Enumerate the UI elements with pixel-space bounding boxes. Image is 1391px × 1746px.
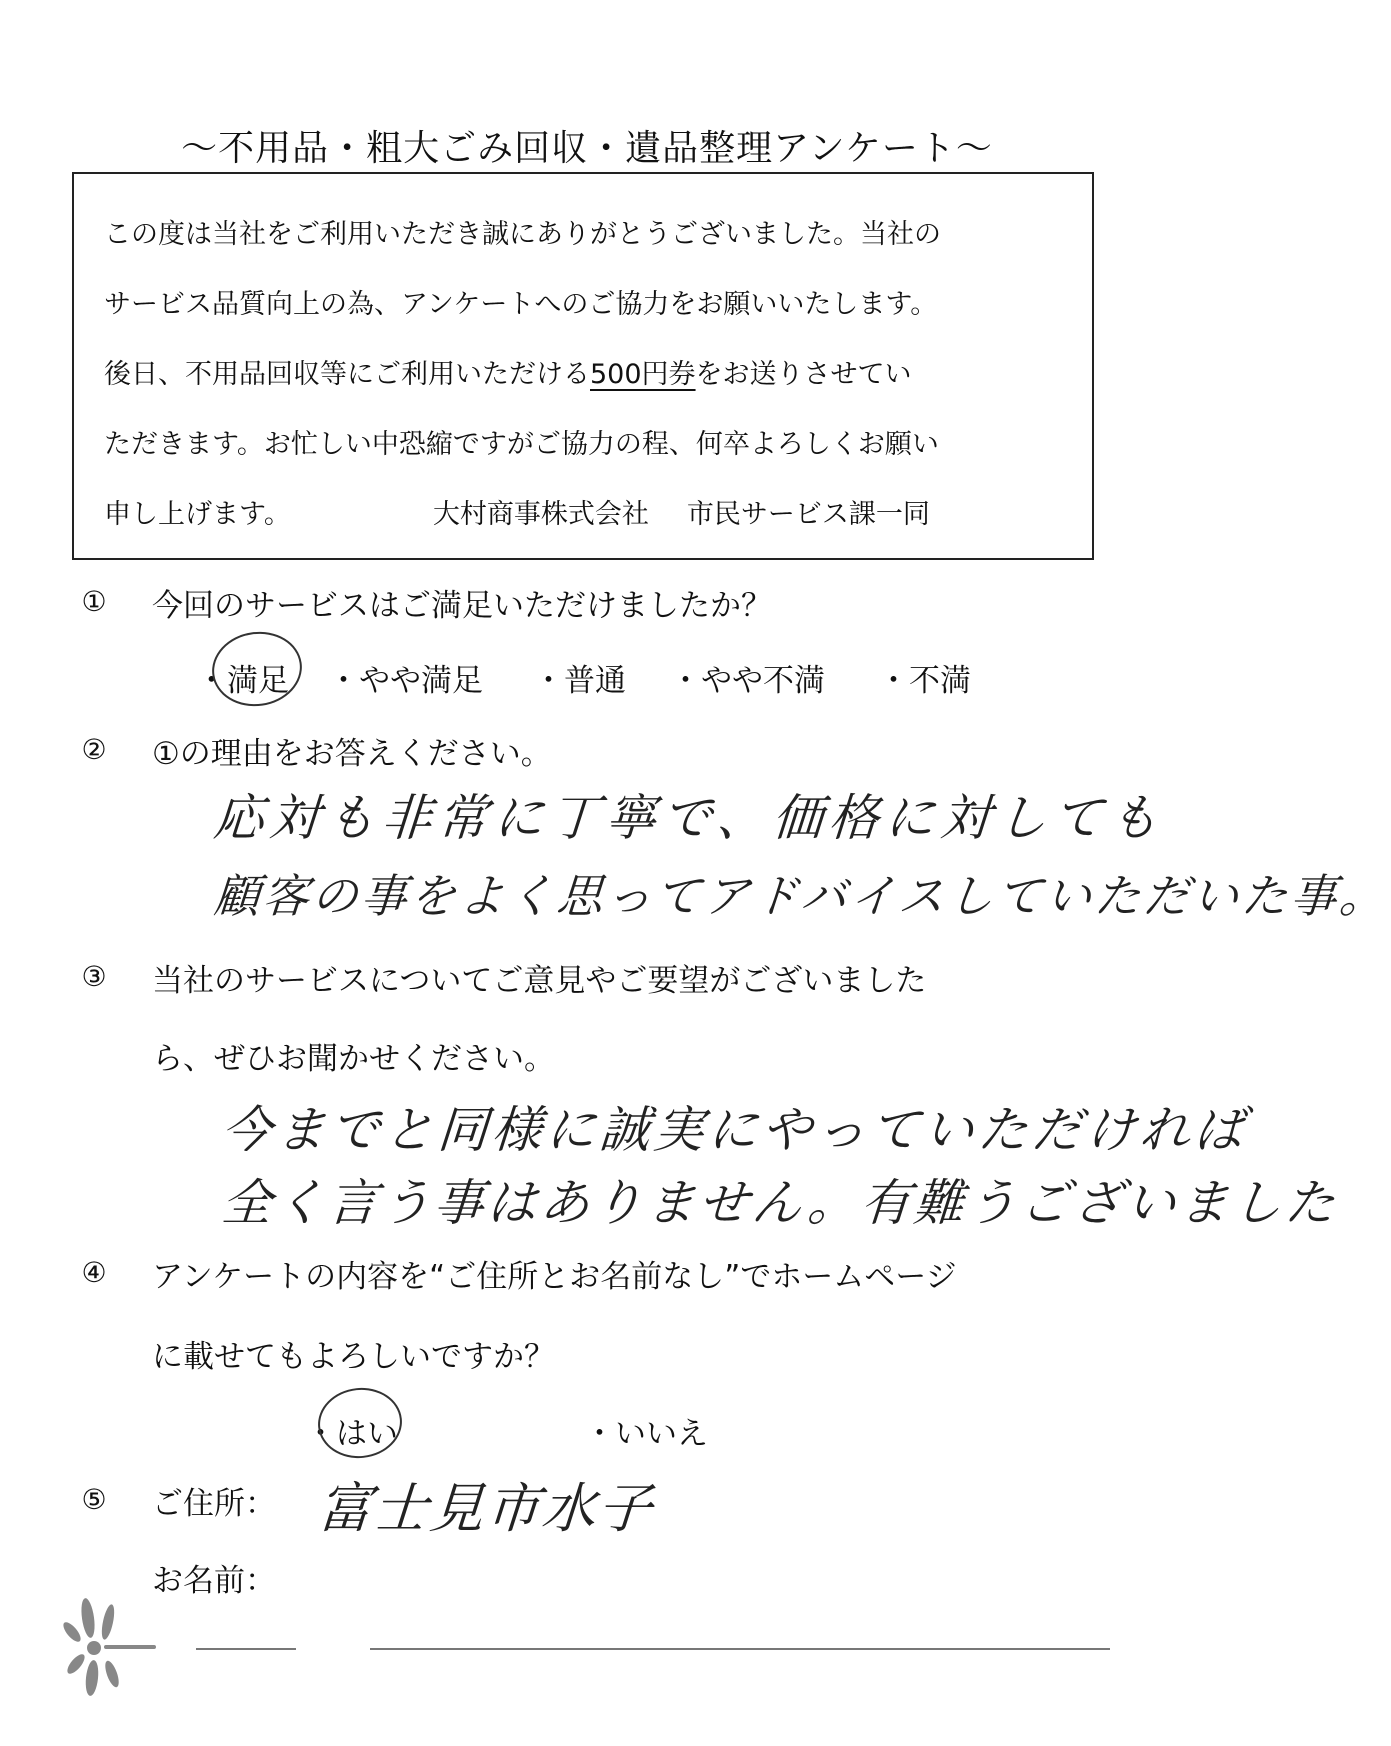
q3-question-line-1: 当社のサービスについてご意見やご要望がございました	[152, 963, 927, 999]
q1-option-satisfied[interactable]: ・満足	[196, 663, 289, 699]
intro-box	[72, 172, 1094, 560]
company-name: 大村商事株式会社	[432, 499, 649, 530]
q1-option-neutral[interactable]: ・普通	[533, 663, 626, 699]
intro-line-5	[104, 480, 1064, 550]
department-name: 市民サービス課一同	[686, 499, 930, 530]
q3-question-line-2: ら、ぜひお聞かせください。	[152, 1041, 555, 1077]
q2-handwritten-answer-line-2: 顧客の事をよく思ってアドバイスしていただいた事。	[211, 869, 1391, 923]
intro-line-2: サービス品質向上の為、アンケートへのご協力をお願いいたします。	[104, 289, 938, 320]
intro-line-3-post: をお送りさせてい	[695, 359, 912, 390]
q4-option-yes[interactable]: ・はい	[305, 1416, 398, 1452]
q1-option-somewhat-satisfied[interactable]: ・やや満足	[328, 663, 483, 699]
q4-option-no[interactable]: ・いいえ	[584, 1416, 708, 1452]
q3-number: ③	[81, 960, 107, 993]
coupon-text: 500円券	[590, 359, 696, 390]
name-line-segment-1	[196, 1648, 296, 1650]
survey-title: 〜不用品・粗大ごみ回収・遺品整理アンケート〜	[181, 128, 993, 169]
name-line-segment-2	[370, 1648, 1110, 1650]
q5-number: ⑤	[81, 1483, 107, 1516]
flower-decoration-icon	[58, 1592, 158, 1702]
q1-question: 今回のサービスはご満足いただけましたか？	[152, 588, 772, 624]
q2-handwritten-answer-line-1: 応対も非常に丁寧で、価格に対しても	[211, 789, 1167, 847]
intro-line-3	[104, 340, 1064, 410]
q4-question-line-2: に載せてもよろしいですか？	[152, 1339, 555, 1375]
intro-line-1: この度は当社をご利用いただき誠にありがとうございました。当社の	[104, 219, 941, 250]
q1-option-somewhat-dissatisfied[interactable]: ・やや不満	[670, 663, 825, 699]
q2-question: ①の理由をお答えください。	[152, 736, 552, 772]
q1-number: ①	[81, 585, 107, 618]
intro-line-4: ただきます。お忙しい中恐縮ですがご協力の程、何卒よろしくお願い	[104, 429, 939, 460]
address-handwritten-value: 富士見市水子	[315, 1477, 656, 1540]
q2-number: ②	[81, 733, 107, 766]
q3-handwritten-answer-line-2: 全く言う事はありません。有難うございました	[219, 1174, 1340, 1232]
intro-closing: 申し上げます。	[104, 499, 291, 530]
q4-question-line-1: アンケートの内容を“ご住所とお名前なし”でホームページ	[152, 1259, 957, 1295]
q1-option-dissatisfied[interactable]: ・不満	[878, 663, 971, 699]
q4-number: ④	[81, 1256, 107, 1289]
name-label: お名前：	[152, 1563, 276, 1599]
address-label: ご住所：	[152, 1486, 276, 1522]
intro-line-3-pre: 後日、不用品回収等にご利用いただける	[104, 359, 590, 390]
q3-handwritten-answer-line-1: 今までと同様に誠実にやっていただければ	[219, 1101, 1250, 1159]
